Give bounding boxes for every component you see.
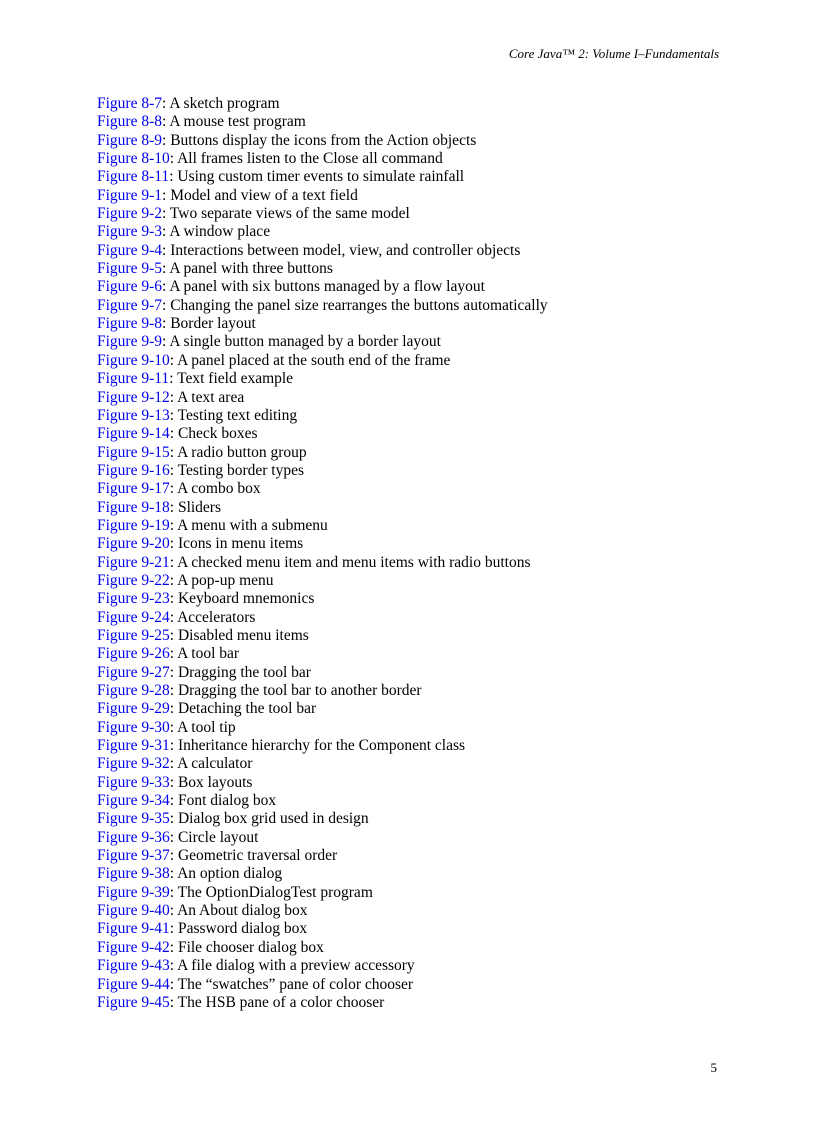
figure-list-item (97, 462, 756, 480)
figure-caption: : Geometric traversal order (169, 847, 338, 865)
figure-link[interactable]: Figure 9-44 (97, 975, 170, 993)
figure-caption: : Using custom timer events to simulate rainfall (169, 168, 465, 186)
figure-link[interactable]: Figure 9-1 (97, 186, 163, 204)
figure-list-item (97, 315, 756, 333)
figure-caption: : Two separate views of the same model (162, 205, 410, 223)
figure-caption: : The HSB pane of a color chooser (169, 993, 385, 1011)
figure-list-item (97, 865, 756, 883)
figure-link[interactable]: Figure 9-6 (97, 278, 163, 296)
figure-caption: : Accelerators (169, 608, 256, 626)
figure-caption: : Text field example (169, 370, 294, 388)
figure-link[interactable]: Figure 9-36 (97, 828, 170, 846)
figure-caption: : Font dialog box (169, 792, 277, 810)
figure-link[interactable]: Figure 9-18 (97, 498, 170, 516)
figure-link[interactable]: Figure 9-26 (97, 645, 170, 663)
figure-caption: : A tool tip (169, 718, 236, 736)
figure-list-item (97, 168, 756, 186)
figure-caption: : A window place (162, 223, 271, 241)
figure-link[interactable]: Figure 9-5 (97, 260, 163, 278)
figure-caption: : An About dialog box (169, 902, 308, 920)
figure-list-item (97, 664, 756, 682)
figure-caption: : A file dialog with a preview accessory (169, 957, 415, 975)
figure-list-item (97, 792, 756, 810)
figure-caption: : The “swatches” pane of color chooser (169, 975, 414, 993)
figure-list-item (97, 278, 756, 296)
figure-list-item (97, 535, 756, 553)
figure-caption: : A panel placed at the south end of the frame (169, 351, 451, 369)
figure-caption: : A text area (169, 388, 245, 406)
figure-link[interactable]: Figure 9-35 (97, 810, 170, 828)
figure-caption: : Password dialog box (169, 920, 308, 938)
figure-list-item (97, 205, 756, 223)
figure-caption: : A pop-up menu (169, 571, 274, 589)
figure-caption: : Model and view of a text field (162, 186, 358, 204)
figure-caption: : Sliders (169, 498, 222, 516)
figure-list-item (97, 444, 756, 462)
figure-list-item (97, 627, 756, 645)
figure-link[interactable]: Figure 8-11 (97, 168, 170, 186)
figure-link[interactable]: Figure 9-4 (97, 241, 163, 259)
figure-caption: : A tool bar (169, 645, 240, 663)
figure-link[interactable]: Figure 9-32 (97, 755, 170, 773)
figure-caption: : An option dialog (169, 865, 283, 883)
figure-link[interactable]: Figure 9-24 (97, 608, 170, 626)
figure-caption: : A mouse test program (162, 113, 306, 131)
figure-caption: : Testing text editing (169, 406, 298, 424)
figure-caption: : A single button managed by a border layout (162, 333, 441, 351)
figure-link[interactable]: Figure 9-28 (97, 682, 170, 699)
figure-caption: : Check boxes (169, 425, 258, 443)
figure-link[interactable]: Figure 9-40 (97, 902, 170, 920)
figure-link[interactable]: Figure 9-15 (97, 443, 170, 461)
figure-list-item (97, 774, 756, 792)
figure-link[interactable]: Figure 9-42 (97, 938, 170, 956)
figure-list-item (97, 425, 756, 443)
figure-list-item (97, 554, 756, 572)
figure-caption: : A radio button group (169, 443, 307, 461)
figure-caption: : A combo box (169, 480, 261, 498)
figure-link[interactable]: Figure 9-27 (97, 663, 170, 681)
figure-caption: : File chooser dialog box (169, 938, 324, 956)
page-number: 5 (710, 1060, 717, 1075)
figure-caption: : Box layouts (169, 773, 253, 791)
figure-link[interactable]: Figure 9-22 (97, 571, 170, 589)
figure-caption: : Icons in menu items (169, 535, 304, 553)
figure-link[interactable]: Figure 9-19 (97, 516, 170, 534)
figure-link[interactable]: Figure 9-31 (97, 737, 170, 755)
figure-caption: : The OptionDialogTest program (169, 883, 373, 901)
figure-caption: : Buttons display the icons from the Action objects (162, 131, 477, 149)
figure-caption: : Dragging the tool bar (169, 663, 311, 681)
figure-caption: : Interactions between model, view, and controller objects (162, 241, 521, 259)
figure-list-item (97, 719, 756, 737)
figure-list-item (97, 132, 756, 150)
figure-list-item (97, 829, 756, 847)
figure-link[interactable]: Figure 9-9 (97, 333, 163, 351)
figure-list-item (97, 590, 756, 608)
figure-list-item (97, 150, 756, 168)
figure-link[interactable]: Figure 8-9 (97, 131, 163, 149)
figure-list-item (97, 187, 756, 205)
figure-list-item (97, 223, 756, 241)
running-header: Core Java™ 2: Volume I–Fundamentals (508, 46, 719, 61)
figure-link[interactable]: Figure 9-8 (97, 315, 163, 333)
figure-caption: : Changing the panel size rearranges the buttons automatically (162, 296, 548, 314)
figure-link[interactable]: Figure 8-7 (97, 95, 163, 112)
figure-link[interactable]: Figure 9-21 (97, 553, 170, 571)
figure-list-item (97, 847, 756, 865)
figure-list-item (97, 957, 756, 975)
figure-caption: : Testing border types (169, 461, 304, 479)
figure-caption: : Inheritance hierarchy for the Component class (169, 737, 466, 755)
figure-list-item (97, 645, 756, 663)
figure-link[interactable]: Figure 9-38 (97, 865, 170, 883)
figure-caption: : A menu with a submenu (169, 516, 328, 534)
figure-link[interactable]: Figure 9-2 (97, 205, 163, 223)
figure-list-item (97, 682, 756, 700)
figure-list-item (97, 994, 756, 1012)
figure-list (97, 95, 756, 1012)
figure-link[interactable]: Figure 9-10 (97, 351, 170, 369)
figure-link[interactable]: Figure 9-7 (97, 296, 163, 314)
figure-link[interactable]: Figure 9-39 (97, 883, 170, 901)
figure-link[interactable]: Figure 9-17 (97, 480, 170, 498)
figure-list-item (97, 260, 756, 278)
figure-list-item (97, 499, 756, 517)
figure-link[interactable]: Figure 9-33 (97, 773, 170, 791)
figure-link[interactable]: Figure 9-34 (97, 792, 170, 810)
figure-caption: : Dragging the tool bar to another border (169, 682, 422, 699)
figure-caption: : A calculator (169, 755, 253, 773)
figure-link[interactable]: Figure 8-8 (97, 113, 163, 131)
figure-link[interactable]: Figure 9-43 (97, 957, 170, 975)
figure-list-item (97, 333, 756, 351)
figure-caption: : A panel with six buttons managed by a flow layout (162, 278, 485, 296)
figure-link[interactable]: Figure 9-11 (97, 370, 170, 388)
figure-link[interactable]: Figure 9-16 (97, 461, 170, 479)
figure-list-item (97, 297, 756, 315)
figure-list-item (97, 609, 756, 627)
figure-link[interactable]: Figure 9-37 (97, 847, 170, 865)
figure-list-item (97, 902, 756, 920)
figure-list-item (97, 407, 756, 425)
figure-list-item (97, 352, 756, 370)
figure-caption: : All frames listen to the Close all command (169, 150, 443, 168)
figure-link[interactable]: Figure 9-29 (97, 700, 170, 718)
figure-caption: : Circle layout (169, 828, 259, 846)
figure-list-item (97, 517, 756, 535)
figure-link[interactable]: Figure 9-23 (97, 590, 170, 608)
figure-link[interactable]: Figure 9-30 (97, 718, 170, 736)
figure-list-item (97, 95, 756, 113)
figure-list-item (97, 389, 756, 407)
figure-list-item (97, 884, 756, 902)
figure-caption: : A checked menu item and menu items with radio buttons (169, 553, 531, 571)
figure-link[interactable]: Figure 9-20 (97, 535, 170, 553)
figure-caption: : Detaching the tool bar (169, 700, 317, 718)
figure-link[interactable]: Figure 9-12 (97, 388, 170, 406)
figure-caption: : Keyboard mnemonics (169, 590, 315, 608)
figure-link[interactable]: Figure 8-10 (97, 150, 170, 168)
figure-link[interactable]: Figure 9-14 (97, 425, 170, 443)
figure-link[interactable]: Figure 9-45 (97, 993, 170, 1011)
figure-caption: : Dialog box grid used in design (169, 810, 369, 828)
figure-caption: : A sketch program (162, 95, 280, 112)
figure-list-item (97, 755, 756, 773)
figure-list-item (97, 242, 756, 260)
figure-link[interactable]: Figure 9-41 (97, 920, 170, 938)
figure-list-item (97, 480, 756, 498)
figure-caption: : Border layout (162, 315, 256, 333)
figure-list-item (97, 939, 756, 957)
figure-list-item (97, 700, 756, 718)
figure-list-item (97, 976, 756, 994)
figure-list-item (97, 810, 756, 828)
figure-list-item (97, 572, 756, 590)
figure-list-item (97, 920, 756, 938)
figure-list-item (97, 737, 756, 755)
figure-list-item (97, 370, 756, 388)
figure-link[interactable]: Figure 9-13 (97, 406, 170, 424)
figure-link[interactable]: Figure 9-3 (97, 223, 163, 241)
figure-list-item (97, 113, 756, 131)
figure-link[interactable]: Figure 9-25 (97, 626, 170, 644)
figure-caption: : A panel with three buttons (162, 260, 333, 278)
figure-caption: : Disabled menu items (169, 626, 309, 644)
